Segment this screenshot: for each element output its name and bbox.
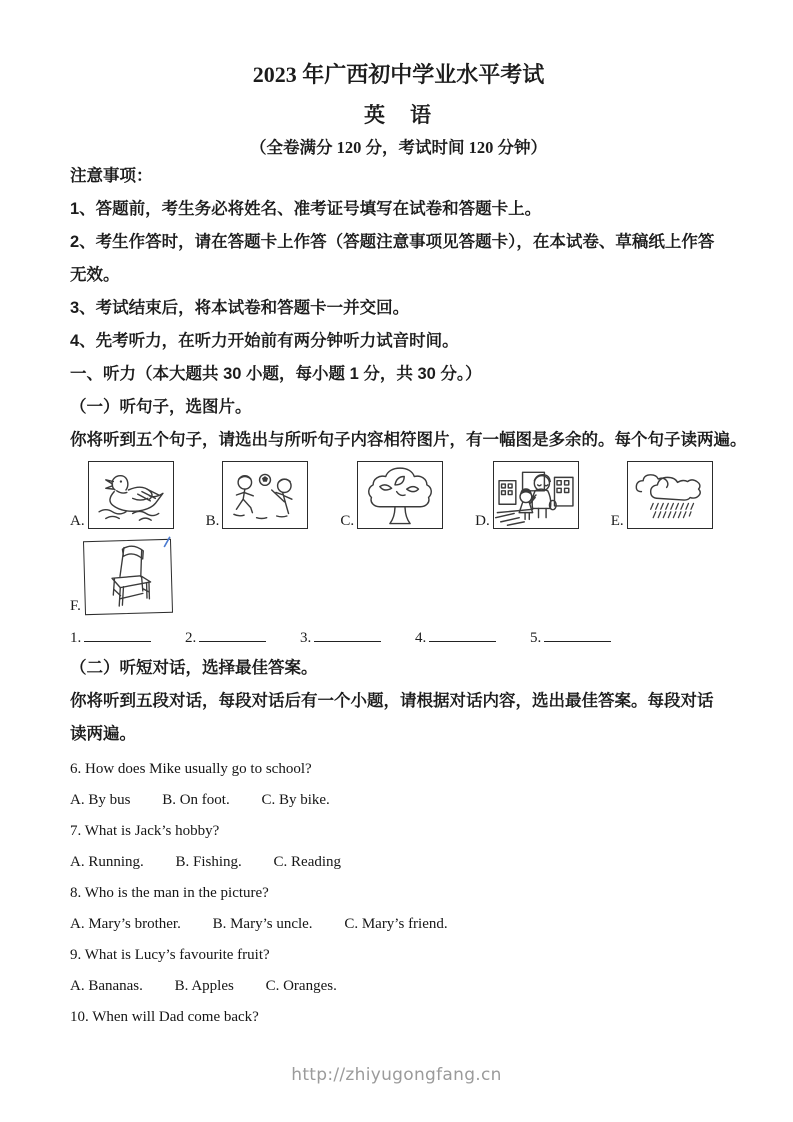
part2-heading: （二）听短对话，选择最佳答案。 — [70, 659, 318, 677]
exam-title: 2023 年广西初中学业水平考试 — [252, 62, 545, 87]
answer-blanks-row — [70, 628, 727, 648]
blank-number: 2. — [185, 630, 197, 646]
part1-heading: （一）听句子，选图片。 — [70, 398, 252, 416]
picture-option-c — [340, 461, 443, 529]
exam-subject: 英 语 — [364, 103, 433, 127]
answer-blank-3 — [300, 628, 381, 648]
mother-child-street-image — [494, 462, 578, 528]
children-playing-football-image — [223, 462, 307, 528]
picture-options-row — [70, 459, 727, 529]
notice-item-2: 2、考生作答时，请在答题卡上作答（答题注意事项见答题卡），在本试卷、草稿纸上作答无效。 — [70, 233, 715, 284]
blank-number: 5. — [530, 630, 542, 646]
picture-option-d — [475, 461, 579, 529]
answer-blank-1 — [70, 628, 151, 648]
answer-blank-5 — [530, 628, 611, 648]
football-picture-box — [222, 461, 308, 529]
part1-instruction: 你将听到五个句子，请选出与所听句子内容相符图片，有一幅图是多余的。每个句子读两遍。 — [70, 431, 747, 449]
notice-heading: 注意事项： — [70, 167, 153, 185]
blank-number: 3. — [300, 630, 312, 646]
option-8a: A. Mary’s brother. — [70, 916, 181, 932]
question-9: 9. What is Lucy’s favourite fruit? — [70, 947, 270, 963]
option-8b: B. Mary’s uncle. — [212, 916, 313, 932]
picture-label-f: F. — [70, 598, 81, 614]
picture-option-a — [70, 461, 174, 529]
option-9b: B. Apples — [174, 978, 234, 994]
question-8: 8. Who is the man in the picture? — [70, 885, 269, 901]
tree-picture-box — [357, 461, 443, 529]
question-6: 6. How does Mike usually go to school? — [70, 761, 312, 777]
option-8c: C. Mary’s friend. — [344, 916, 448, 932]
option-7a: A. Running. — [70, 854, 144, 870]
option-7c: C. Reading — [273, 854, 342, 870]
blank-line — [544, 628, 611, 642]
rain-picture-box — [627, 461, 713, 529]
street-picture-box — [493, 461, 579, 529]
notice-item-1: 1、答题前，考生务必将姓名、准考证号填写在试卷和答题卡上。 — [70, 200, 542, 218]
answer-blank-4 — [415, 628, 496, 648]
blank-line — [199, 628, 266, 642]
scan-artifact-tick — [162, 536, 172, 548]
option-6a: A. By bus — [70, 792, 131, 808]
duck-picture-box — [88, 461, 174, 529]
option-6c: C. By bike. — [261, 792, 330, 808]
chair-picture-box — [83, 539, 173, 615]
question-8-options — [70, 909, 727, 940]
rain-clouds-image — [628, 462, 712, 528]
chair-image — [84, 540, 172, 614]
picture-label-c: C. — [340, 513, 355, 529]
picture-label-e: E. — [610, 513, 624, 529]
question-9-options — [70, 971, 727, 1002]
picture-label-a: A. — [70, 513, 85, 529]
question-6-options — [70, 785, 727, 816]
question-10: 10. When will Dad come back? — [70, 1009, 259, 1025]
duck-swimming-image — [89, 462, 173, 528]
blank-line — [314, 628, 381, 642]
question-7-options — [70, 847, 727, 878]
watermark-url: http://zhiyugongfang.cn — [291, 1065, 502, 1085]
option-6b: B. On foot. — [162, 792, 230, 808]
listening-section-heading: 一、听力（本大题共 30 小题，每小题 1 分，共 30 分。） — [70, 365, 482, 383]
blank-number: 4. — [415, 630, 427, 646]
picture-label-b: B. — [205, 513, 220, 529]
part2-instruction: 你将听到五段对话，每段对话后有一个小题，请根据对话内容，选出最佳答案。每段对话读两遍。 — [70, 692, 714, 743]
picture-option-b — [206, 461, 309, 529]
tree-image — [358, 462, 442, 528]
answer-blank-2 — [185, 628, 266, 648]
blank-number: 1. — [70, 630, 82, 646]
option-9a: A. Bananas. — [70, 978, 143, 994]
option-9c: C. Oranges. — [265, 978, 337, 994]
question-7: 7. What is Jack’s hobby? — [70, 823, 220, 839]
notice-item-4: 4、先考听力，在听力开始前有两分钟听力试音时间。 — [70, 332, 459, 350]
blank-line — [429, 628, 496, 642]
option-7b: B. Fishing. — [175, 854, 242, 870]
notice-item-3: 3、考试结束后，将本试卷和答题卡一并交回。 — [70, 299, 410, 317]
picture-label-d: D. — [475, 513, 490, 529]
exam-score-time-info: （全卷满分 120 分，考试时间 120 分钟） — [250, 138, 547, 157]
picture-option-f — [70, 538, 727, 614]
blank-line — [84, 628, 151, 642]
picture-option-e — [611, 461, 713, 529]
